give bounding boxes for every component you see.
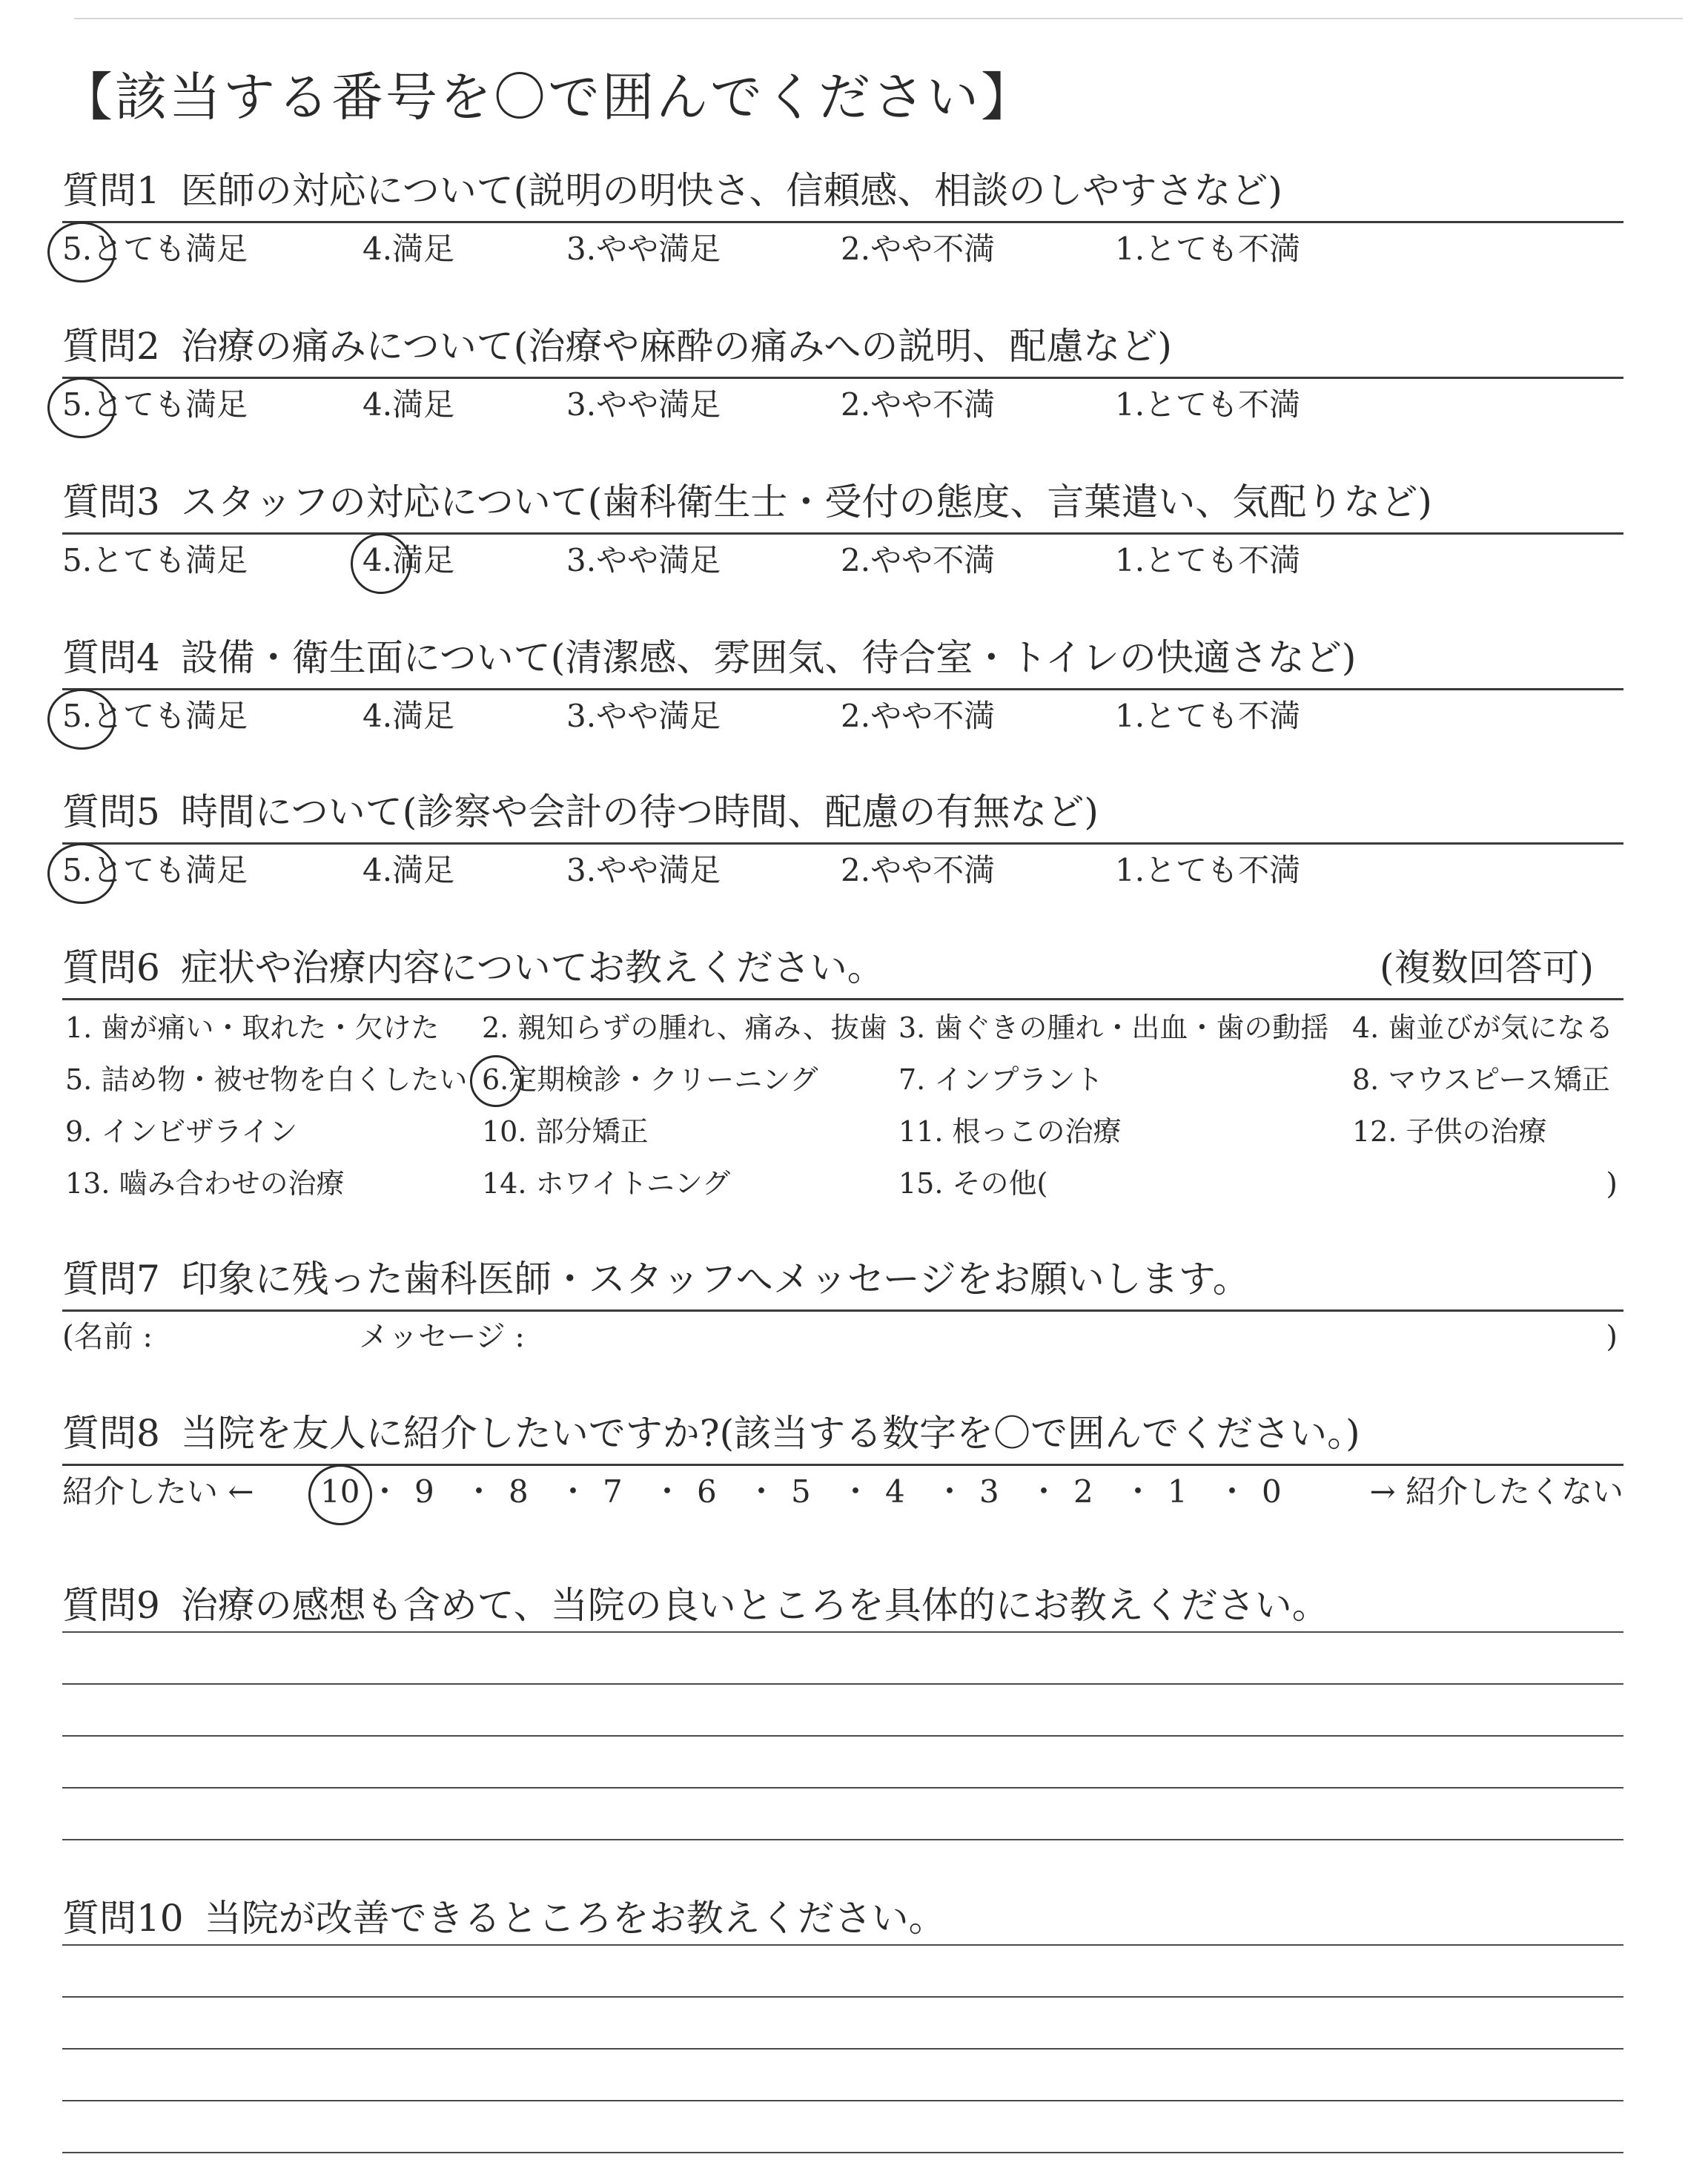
question-label: 質問10 [62,1897,184,1940]
scale-number-3[interactable]: 3 [979,1473,999,1510]
question-label: 質問9 [62,1584,160,1627]
question-title [62,325,1623,371]
symptom-option-9[interactable]: 9. インビザライン [65,1115,298,1148]
scan-edge-line [74,18,1683,19]
question-label: 質問1 [62,169,160,212]
question-label: 質問4 [62,636,160,679]
question-2 [62,325,1623,434]
question-title [62,1897,1623,1943]
rating-option-3[interactable]: 3.やや満足 [566,698,721,734]
rating-option-1[interactable]: 1.とても不満 [1115,542,1301,578]
question-8 [62,1412,1623,1521]
question-title [62,169,1623,215]
rating-option-3[interactable]: 3.やや満足 [566,386,721,423]
scale-separator: ・ [1217,1473,1248,1510]
write-line [62,1631,1623,1633]
question-1 [62,169,1623,278]
question-rule [62,1464,1623,1466]
rating-option-1[interactable]: 1.とても不満 [1115,698,1301,734]
symptom-option-3[interactable]: 3. 歯ぐきの腫れ・出血・歯の動揺 [898,1011,1329,1044]
question-title [62,1584,1623,1630]
rating-option-2[interactable]: 2.やや不満 [841,386,996,423]
symptom-option-14[interactable]: 14. ホワイトニング [482,1167,731,1200]
question-3 [62,480,1623,589]
question-title [62,790,1623,836]
symptom-option-1[interactable]: 1. 歯が痛い・取れた・欠けた [65,1011,440,1044]
question-label: 質問8 [62,1412,160,1455]
selected-circle-mark [47,222,116,283]
question-rule [62,998,1623,1000]
write-line [62,1683,1623,1685]
selected-circle-mark [47,689,116,750]
scale-number-9[interactable]: 9 [414,1473,434,1510]
page-title: 【該当する番号を〇で囲んでください】 [61,67,1035,128]
symptom-options [62,1011,1623,1221]
question-text: 症状や治療内容についてお教えください。 [180,946,884,989]
question-rule [62,842,1623,845]
scale-number-5[interactable]: 5 [791,1473,811,1510]
question-rule [62,377,1623,379]
question-title [62,636,1623,682]
scale-separator: ・ [840,1473,872,1510]
question-9 [62,1584,1623,1630]
question-label: 質問7 [62,1258,160,1301]
symptom-option-11[interactable]: 11. 根っこの治療 [898,1115,1122,1148]
scale-number-2[interactable]: 2 [1073,1473,1093,1510]
question-label: 質問3 [62,480,160,524]
write-line [62,1735,1623,1737]
symptom-option-12[interactable]: 12. 子供の治療 [1352,1115,1547,1148]
symptom-option-4[interactable]: 4. 歯並びが気になる [1352,1011,1614,1044]
rating-option-4[interactable]: 4.満足 [363,386,455,423]
recommend-left-label: 紹介したい ← [62,1473,254,1510]
scale-number-10[interactable]: 10 [320,1473,360,1510]
rating-option-1[interactable]: 1.とても不満 [1115,231,1301,267]
rating-option-2[interactable]: 2.やや不満 [841,698,996,734]
rating-option-3[interactable]: 3.やや満足 [566,852,721,888]
rating-options [62,852,1623,899]
write-line [62,2152,1623,2153]
rating-option-2[interactable]: 2.やや不満 [841,852,996,888]
question-10 [62,1897,1623,1943]
selected-circle-mark [308,1464,372,1525]
scale-separator: ・ [369,1473,401,1510]
symptom-option-7[interactable]: 7. インプラント [898,1063,1104,1096]
question-text: 設備・衛生面について(清潔感、雰囲気、待合室・トイレの快適さなど) [180,636,1357,679]
question-6 [62,946,1623,1221]
selected-circle-mark [47,843,116,904]
question-rule [62,221,1623,223]
write-line [62,1787,1623,1789]
rating-option-5[interactable]: 5.とても満足 [62,698,248,734]
question-text: 治療の痛みについて(治療や麻酔の痛みへの説明、配慮など) [180,325,1172,368]
question-rule [62,532,1623,535]
rating-option-5[interactable]: 5.とても満足 [62,542,248,578]
rating-option-3[interactable]: 3.やや満足 [566,542,721,578]
rating-option-1[interactable]: 1.とても不満 [1115,386,1301,423]
rating-option-4[interactable]: 4.満足 [363,231,455,267]
question-text: スタッフの対応について(歯科衛生士・受付の態度、言葉遣い、気配りなど) [180,480,1432,524]
scale-separator: ・ [1122,1473,1154,1510]
message-field-label: メッセージ : [359,1320,525,1354]
scale-number-1[interactable]: 1 [1168,1473,1188,1510]
rating-option-2[interactable]: 2.やや不満 [841,231,996,267]
rating-option-5[interactable]: 5.とても満足 [62,231,248,267]
rating-options [62,386,1623,434]
rating-options [62,698,1623,745]
scale-separator: ・ [463,1473,495,1510]
name-field-label: (名前 : [62,1320,153,1354]
question-text: 時間について(診察や会計の待つ時間、配慮の有無など) [180,790,1099,833]
scale-separator: ・ [652,1473,683,1510]
rating-option-2[interactable]: 2.やや不満 [841,542,996,578]
question-7 [62,1258,1623,1367]
scale-separator: ・ [557,1473,589,1510]
write-line [62,1839,1623,1840]
rating-options [62,231,1623,278]
selected-circle-mark [47,377,116,438]
rating-option-5[interactable]: 5.とても満足 [62,852,248,888]
message-fields [62,1322,1623,1367]
symptom-option-5[interactable]: 5. 詰め物・被せ物を白くしたい [65,1063,468,1096]
selected-circle-mark [351,533,411,594]
rating-option-5[interactable]: 5.とても満足 [62,386,248,423]
write-line [62,2048,1623,2050]
scale-number-0[interactable]: 0 [1262,1473,1282,1510]
rating-option-3[interactable]: 3.やや満足 [566,231,721,267]
question-title [62,480,1623,526]
question-label: 質問6 [62,946,160,989]
question-title [62,1412,1623,1458]
symptom-option-6[interactable]: 6.定期検診・クリーニング [482,1063,818,1096]
symptom-option-8[interactable]: 8. マウスピース矯正 [1352,1063,1610,1096]
symptom-option-2[interactable]: 2. 親知らずの腫れ、痛み、抜歯 [482,1011,887,1044]
scale-separator: ・ [746,1473,778,1510]
question-text: 治療の感想も含めて、当院の良いところを具体的にお教えください。 [180,1584,1329,1627]
scale-number-6[interactable]: 6 [697,1473,717,1510]
question-text: 当院が改善できるところをお教えください。 [204,1897,946,1940]
rating-options [62,542,1623,589]
question-title [62,1258,1623,1304]
symptom-option-10[interactable]: 10. 部分矯正 [482,1115,649,1148]
question-text: 医師の対応について(説明の明快さ、信頼感、相談のしやすさなど) [180,169,1282,212]
write-line [62,2100,1623,2101]
scale-separator: ・ [1028,1473,1060,1510]
recommend-scale [62,1473,1623,1521]
symptom-option-15[interactable]: 15. その他( [898,1167,1048,1200]
selected-circle-mark [470,1055,522,1107]
write-line [62,1944,1623,1946]
question-5 [62,790,1623,899]
rating-option-4[interactable]: 4.満足 [363,852,455,888]
rating-option-4[interactable]: 4.満足 [363,698,455,734]
question-title [62,946,1623,992]
question-text: 当院を友人に紹介したいですか?(該当する数字を〇で囲んでください。) [180,1412,1360,1455]
recommend-right-label: → 紹介したくない [1369,1473,1623,1510]
scale-number-4[interactable]: 4 [885,1473,905,1510]
question-label: 質問2 [62,325,160,368]
other-close-paren: ) [1606,1167,1618,1201]
question-text: 印象に残った歯科医師・スタッフへメッセージをお願いします。 [180,1258,1250,1301]
scale-number-8[interactable]: 8 [509,1473,529,1510]
write-line [62,1996,1623,1998]
scale-number-7[interactable]: 7 [603,1473,623,1510]
rating-option-1[interactable]: 1.とても不満 [1115,852,1301,888]
question-rule [62,1309,1623,1312]
multiple-answer-note: (複数回答可) [1379,946,1594,989]
question-label: 質問5 [62,790,160,833]
question-4 [62,636,1623,745]
rating-option-4[interactable]: 4.満足 [363,542,455,578]
question-rule [62,688,1623,690]
message-close-paren: ) [1606,1320,1618,1354]
symptom-option-13[interactable]: 13. 嚙み合わせの治療 [65,1167,345,1200]
scale-separator: ・ [934,1473,966,1510]
